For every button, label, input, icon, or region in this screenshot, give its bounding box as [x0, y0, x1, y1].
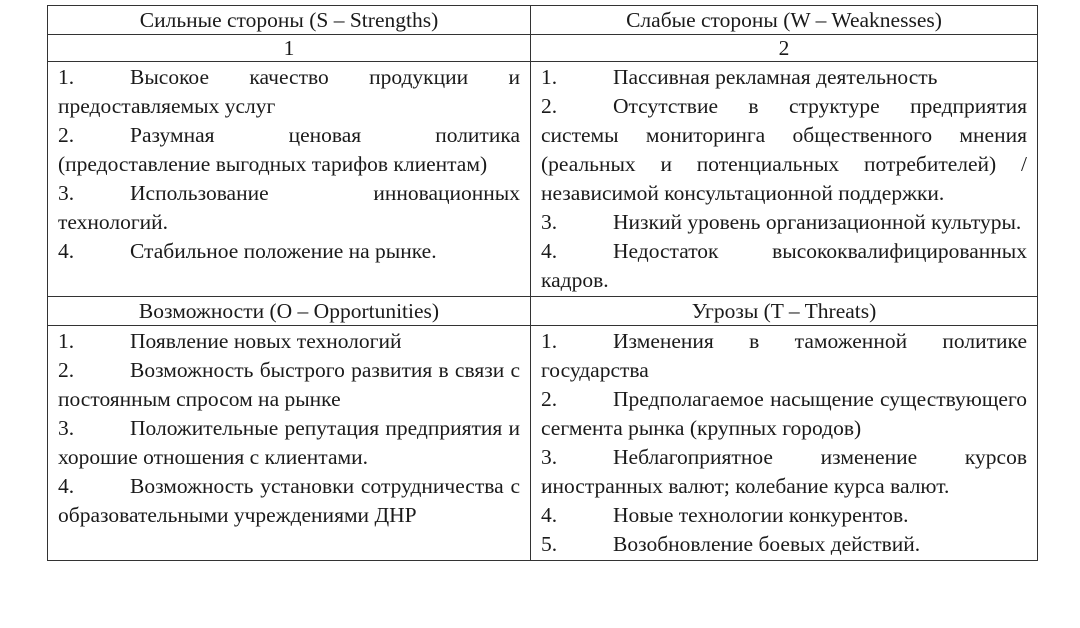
- list-item-text: Возможность быстрого развития в связи с постоянным спросом на рынке: [58, 358, 520, 411]
- column-number-1: 1: [48, 35, 531, 62]
- list-item-text: Предполагаемое насыщение существующего сегмента рынка (крупных городов): [541, 387, 1027, 440]
- list-item-text: Новые технологии конкурентов.: [613, 503, 909, 527]
- list-item: [58, 179, 520, 237]
- strengths-list: [58, 63, 520, 266]
- list-item-number: 2.: [541, 387, 558, 411]
- list-item-text: Стабильное положение на рынке.: [130, 239, 437, 263]
- column-number-row: [48, 35, 1038, 62]
- weaknesses-header: Слабые стороны (W – Weaknesses): [531, 6, 1038, 35]
- header-row-bottom: [48, 297, 1038, 326]
- list-item: [58, 237, 520, 266]
- header-row-top: [48, 6, 1038, 35]
- list-item-text: Неблагоприятное изменение курсов иностранных валют; колебание курса валют.: [541, 445, 1027, 498]
- list-item: [541, 92, 1027, 208]
- list-item-number: 2.: [58, 358, 75, 382]
- list-item: [58, 121, 520, 179]
- list-item-number: 4.: [58, 239, 75, 263]
- list-item-number: 2.: [541, 94, 558, 118]
- opportunities-list: [58, 327, 520, 530]
- list-item-number: 3.: [541, 210, 558, 234]
- strengths-header: Сильные стороны (S – Strengths): [48, 6, 531, 35]
- list-item-text: Возобновление боевых действий.: [613, 532, 921, 556]
- list-item: [541, 385, 1027, 443]
- list-item: [58, 414, 520, 472]
- list-item-text: Использование инновационных технологий.: [58, 181, 520, 234]
- list-item-number: 4.: [541, 239, 558, 263]
- list-item-text: Появление новых технологий: [130, 329, 402, 353]
- column-number-2: 2: [531, 35, 1038, 62]
- list-item: [58, 327, 520, 356]
- weaknesses-list: [541, 63, 1027, 295]
- list-item-number: 3.: [541, 445, 558, 469]
- list-item: [541, 501, 1027, 530]
- list-item-text: Недостаток высококвалифицированных кадров.: [541, 239, 1027, 292]
- list-item-number: 3.: [58, 416, 75, 440]
- body-row-top: [48, 62, 1038, 297]
- list-item: [541, 530, 1027, 559]
- opportunities-cell: [48, 326, 531, 561]
- list-item: [541, 327, 1027, 385]
- list-item: [541, 237, 1027, 295]
- list-item-number: 2.: [58, 123, 75, 147]
- swot-table: [47, 5, 1038, 561]
- strengths-cell: [48, 62, 531, 297]
- list-item-text: Пассивная рекламная деятельность: [613, 65, 938, 89]
- threats-cell: [531, 326, 1038, 561]
- list-item-text: Низкий уровень организационной культуры.: [613, 210, 1022, 234]
- list-item-number: 1.: [541, 329, 558, 353]
- threats-header: Угрозы (T – Threats): [531, 297, 1038, 326]
- list-item-number: 3.: [58, 181, 75, 205]
- list-item: [541, 208, 1027, 237]
- list-item-text: Положительные репутация предприятия и хорошие отношения с клиентами.: [58, 416, 520, 469]
- list-item-number: 4.: [58, 474, 75, 498]
- list-item-text: Отсутствие в структуре предприятия системы мониторинга общественного мнения (реальных и потенциальных потребителей) / независимой консультационной поддержки.: [541, 94, 1027, 205]
- list-item: [541, 63, 1027, 92]
- list-item: [58, 472, 520, 530]
- weaknesses-cell: [531, 62, 1038, 297]
- list-item-number: 4.: [541, 503, 558, 527]
- list-item: [58, 356, 520, 414]
- list-item: [58, 63, 520, 121]
- list-item-number: 1.: [541, 65, 558, 89]
- body-row-bottom: [48, 326, 1038, 561]
- list-item-number: 1.: [58, 329, 75, 353]
- list-item-number: 1.: [58, 65, 75, 89]
- list-item-text: Разумная ценовая политика (предоставление выгодных тарифов клиентам): [58, 123, 520, 176]
- list-item-text: Изменения в таможенной политике государства: [541, 329, 1027, 382]
- list-item: [541, 443, 1027, 501]
- list-item-text: Высокое качество продукции и предоставляемых услуг: [58, 65, 520, 118]
- threats-list: [541, 327, 1027, 559]
- opportunities-header: Возможности (O – Opportunities): [48, 297, 531, 326]
- list-item-number: 5.: [541, 532, 558, 556]
- list-item-text: Возможность установки сотрудничества с образовательными учреждениями ДНР: [58, 474, 520, 527]
